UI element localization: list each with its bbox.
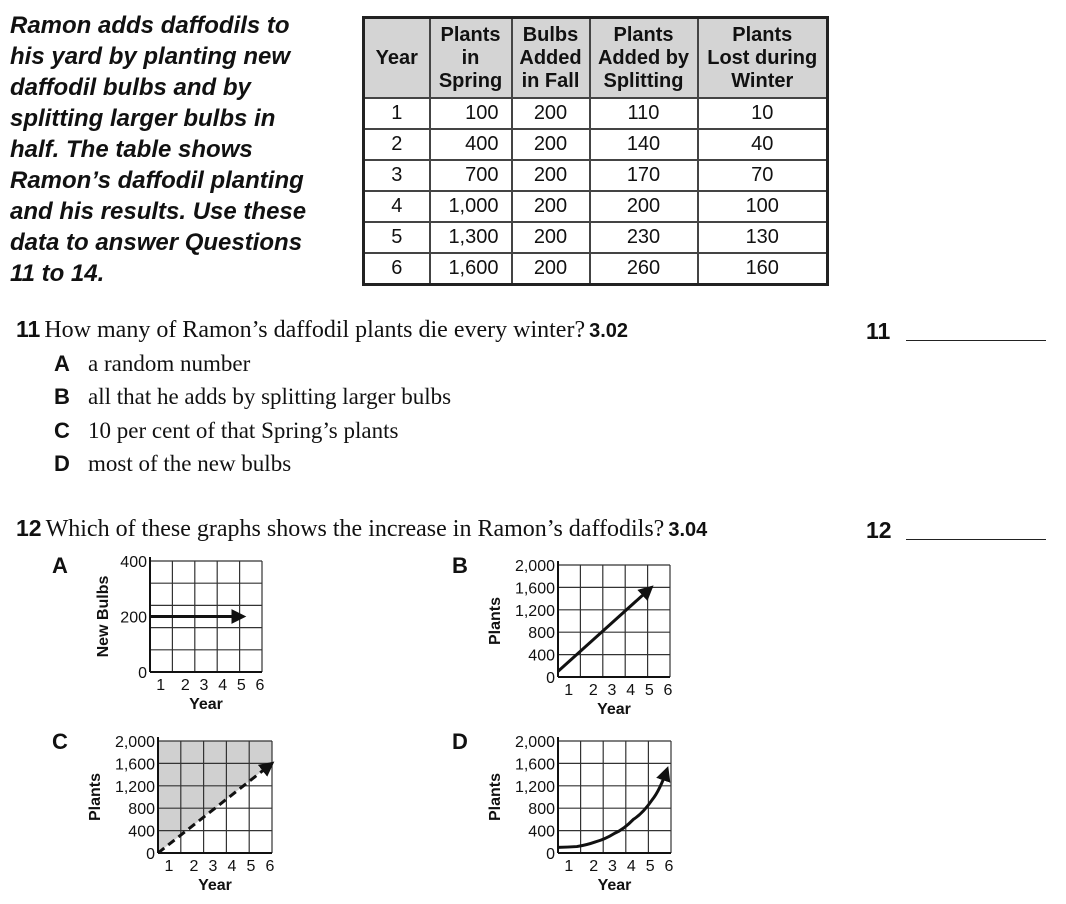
y-tick-label: 0	[546, 670, 555, 687]
table-cell: 200	[512, 253, 590, 285]
table-cell: 1,000	[430, 191, 512, 222]
table-cell: 140	[590, 129, 698, 160]
header-plants-added-splitting: Plants Added by Splitting	[590, 18, 698, 99]
table-cell: 110	[590, 98, 698, 129]
x-tick-label: 3	[208, 858, 218, 875]
question-number: 11	[16, 316, 41, 342]
table-cell: 700	[430, 160, 512, 191]
answer-number: 12	[866, 517, 892, 543]
x-tick-label: 4	[626, 858, 636, 875]
x-tick-label: 6	[664, 858, 674, 875]
x-tick-label: 3	[608, 858, 617, 875]
table-cell: 160	[698, 253, 828, 285]
y-tick-label: 1,600	[114, 756, 155, 774]
x-tick-label: 1	[156, 677, 166, 694]
x-tick-label: 2	[588, 682, 598, 699]
graph-a-plot[interactable]	[95, 554, 265, 713]
intro-line: daffodil bulbs and by	[10, 74, 251, 101]
x-tick-label: 2	[589, 858, 599, 875]
table-cell: 230	[590, 222, 698, 253]
table-cell: 5	[364, 222, 430, 253]
table-cell: 70	[698, 160, 828, 191]
question-text: How many of Ramon’s daffodil plants die every winter?	[44, 317, 586, 343]
y-tick-label: 2,000	[514, 734, 555, 751]
y-tick-label: 800	[528, 801, 555, 819]
standard-code: 3.04	[668, 519, 708, 541]
intro-line: Ramon adds daffodils to	[10, 12, 290, 39]
x-axis-label: Year	[189, 696, 223, 713]
table-cell: 200	[512, 222, 590, 253]
y-axis-label: New Bulbs	[95, 575, 112, 658]
choice-text: most of the new bulbs	[88, 451, 292, 476]
table-cell: 4	[364, 191, 430, 222]
graph-d-plot[interactable]	[487, 734, 674, 894]
x-tick-label: 4	[227, 858, 237, 875]
table-cell: 400	[430, 129, 512, 160]
intro-line: his yard by planting new	[10, 43, 291, 70]
y-tick-label: 400	[528, 823, 555, 841]
intro-line: Ramon’s daffodil planting	[10, 167, 304, 194]
x-axis-label: Year	[597, 877, 632, 894]
header-bulbs-added: Bulbs Added in Fall	[512, 18, 590, 99]
table-cell: 200	[512, 129, 590, 160]
question-number: 12	[16, 515, 42, 541]
table-cell: 200	[512, 191, 590, 222]
intro-line: half. The table shows	[10, 136, 253, 163]
y-tick-label: 1,200	[114, 778, 155, 796]
series-line	[558, 587, 651, 671]
y-axis-label: Plants	[487, 772, 504, 822]
y-tick-label: 1,600	[514, 756, 555, 774]
table-cell: 2	[364, 129, 430, 160]
y-axis-label: Plants	[87, 772, 104, 822]
table-cell: 10	[698, 98, 828, 129]
y-tick-label: 800	[528, 625, 555, 643]
table-cell: 1,600	[430, 253, 512, 285]
table-cell: 200	[512, 98, 590, 129]
table-cell: 200	[590, 191, 698, 222]
table-cell: 3	[364, 160, 430, 191]
x-tick-label: 5	[236, 677, 246, 694]
choice-letter: B	[54, 384, 70, 409]
shaded-region	[158, 741, 272, 853]
answer-number: 11	[866, 318, 891, 344]
table-cell: 1,300	[430, 222, 512, 253]
y-tick-label: 2,000	[514, 558, 555, 575]
x-tick-label: 1	[164, 858, 174, 875]
x-tick-label: 5	[246, 858, 256, 875]
x-tick-label: 3	[199, 677, 209, 694]
table-cell: 100	[430, 98, 512, 129]
graph-b-label[interactable]: B	[452, 553, 468, 578]
y-tick-label: 0	[146, 846, 155, 863]
graph-b-plot[interactable]	[487, 558, 673, 718]
y-tick-label: 400	[528, 647, 555, 665]
header-plants-in-spring: Plants in Spring	[430, 18, 512, 99]
graph-a-label[interactable]: A	[52, 553, 68, 578]
y-tick-label: 0	[138, 665, 147, 682]
header-plants-lost-winter: Plants Lost during Winter	[698, 18, 828, 99]
choice-letter: C	[54, 418, 70, 443]
table-cell: 130	[698, 222, 828, 253]
x-tick-label: 5	[645, 858, 655, 875]
y-tick-label: 800	[128, 801, 155, 819]
table-cell: 200	[512, 160, 590, 191]
y-tick-label: 1,200	[514, 778, 555, 796]
x-tick-label: 6	[663, 682, 673, 699]
x-tick-label: 2	[189, 858, 199, 875]
x-tick-label: 6	[265, 858, 275, 875]
y-tick-label: 2,000	[114, 734, 155, 751]
table-cell: 6	[364, 253, 430, 285]
intro-line: splitting larger bulbs in	[10, 105, 276, 132]
table-cell: 1	[364, 98, 430, 129]
x-tick-label: 2	[180, 677, 190, 694]
y-tick-label: 400	[128, 823, 155, 841]
x-axis-label: Year	[597, 701, 631, 718]
question-text: Which of these graphs shows the increase in Ramon’s daffodils?	[45, 516, 665, 542]
y-tick-label: 200	[120, 609, 147, 627]
choice-text: a random number	[88, 351, 251, 376]
choice-letter: D	[54, 451, 70, 476]
x-tick-label: 1	[564, 682, 574, 699]
x-tick-label: 3	[607, 682, 617, 699]
intro-line: and his results. Use these	[10, 198, 307, 225]
choice-text: all that he adds by splitting larger bulbs	[88, 384, 452, 409]
x-tick-label: 4	[626, 682, 636, 699]
table-cell: 100	[698, 191, 828, 222]
header-year: Year	[364, 18, 430, 99]
choice-letter: A	[54, 351, 70, 376]
x-tick-label: 6	[255, 677, 265, 694]
intro-line: data to answer Questions	[10, 229, 303, 256]
y-tick-label: 1,600	[514, 580, 555, 598]
x-tick-label: 4	[218, 677, 228, 694]
table-cell: 170	[590, 160, 698, 191]
choice-text: 10 per cent of that Spring’s plants	[88, 418, 399, 443]
table-cell: 40	[698, 129, 828, 160]
intro-line: 11 to 14.	[10, 260, 105, 287]
table-cell: 260	[590, 253, 698, 285]
standard-code: 3.02	[589, 320, 629, 342]
graph-c-plot[interactable]	[87, 734, 275, 894]
x-tick-label: 1	[564, 858, 574, 875]
graph-c-label[interactable]: C	[52, 729, 68, 754]
y-tick-label: 0	[546, 846, 555, 863]
graph-d-label[interactable]: D	[452, 729, 468, 754]
y-tick-label: 400	[120, 554, 147, 571]
x-tick-label: 5	[644, 682, 654, 699]
y-tick-label: 1,200	[514, 602, 555, 620]
x-axis-label: Year	[198, 877, 232, 894]
y-axis-label: Plants	[487, 596, 504, 646]
